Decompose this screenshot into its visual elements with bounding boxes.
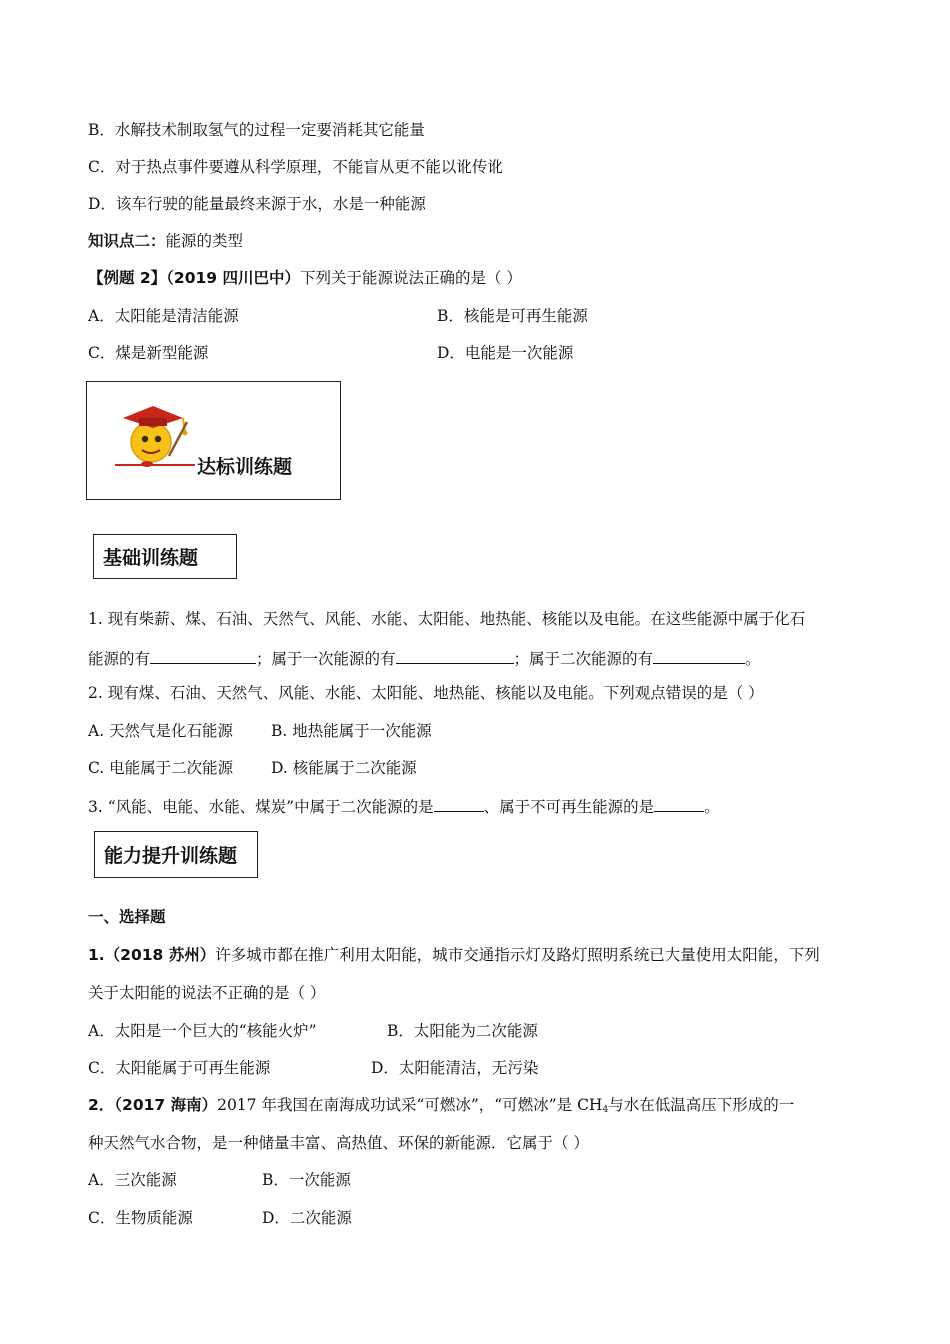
secondary-energy-blank[interactable]	[653, 647, 745, 664]
basic-q2-option-d: D. 核能属于二次能源	[271, 759, 417, 777]
advanced-q1-text: 许多城市都在推广利用太阳能，城市交通指示灯及路灯照明系统已大量使用太阳能，下列	[215, 946, 820, 964]
advanced-q2-option-c: C．生物质能源	[88, 1209, 193, 1227]
basic-q2-option-a: A. 天然气是化石能源	[88, 722, 234, 740]
nonrenewable-energy-blank[interactable]	[654, 795, 704, 812]
advanced-q1-option-d: D．太阳能清洁，无污染	[371, 1059, 539, 1077]
basic-q2-option-c: C. 电能属于二次能源	[88, 759, 234, 777]
basic-q3-part-a: 3. “风能、电能、水能、煤炭”中属于二次能源的是	[88, 798, 434, 816]
example-option-a: A．太阳能是清洁能源	[88, 307, 239, 325]
training-banner	[86, 381, 341, 500]
banner-underline	[115, 464, 195, 466]
basic-training-heading: 基础训练题	[103, 547, 199, 569]
basic-q1-end: 。	[745, 650, 761, 668]
example-stem: 下列关于能源说法正确的是（ ）	[299, 269, 522, 287]
basic-q1-line1: 1. 现有柴薪、煤、石油、天然气、风能、水能、太阳能、地热能、核能以及电能。在这些能源中属于化石	[88, 610, 806, 628]
advanced-q2-text-a: 2017 年我国在南海成功试采“可燃冰”，“可燃冰”是 CH	[217, 1096, 603, 1114]
knowledge-point-label: 知识点二：	[88, 232, 166, 250]
section-heading: 一、选择题	[88, 908, 166, 926]
advanced-q2-option-b: B．一次能源	[262, 1171, 351, 1189]
advanced-q1-line2: 关于太阳能的说法不正确的是（ ）	[88, 984, 326, 1002]
advanced-q1-option-b: B．太阳能为二次能源	[387, 1022, 538, 1040]
advanced-q2-option-d: D．二次能源	[262, 1209, 352, 1227]
banner-title: 达标训练题	[197, 456, 293, 478]
example-question	[88, 268, 522, 288]
advanced-q1-tag: 1.（2018 苏州）	[88, 946, 216, 964]
primary-energy-blank[interactable]	[396, 647, 514, 664]
advanced-q2-text-b: 与水在低温高压下形成的一	[608, 1096, 795, 1114]
advanced-q2-subscript: 4	[602, 1105, 609, 1115]
option-c: C．对于热点事件要遵从科学原理，不能盲从更不能以讹传讹	[88, 158, 503, 176]
mascot-graduate-icon	[109, 398, 191, 468]
basic-q3-end: 。	[704, 798, 720, 816]
basic-training-box	[93, 534, 237, 579]
example-option-c: C．煤是新型能源	[88, 344, 209, 362]
fossil-energy-blank[interactable]	[150, 647, 256, 664]
basic-q1-part-c: ；属于二次能源的有	[513, 650, 654, 668]
basic-q1-part-a: 能源的有	[88, 650, 151, 668]
option-b: B．水解技术制取氢气的过程一定要消耗其它能量	[88, 121, 425, 139]
knowledge-point-heading	[88, 231, 243, 251]
advanced-q1-option-c: C．太阳能属于可再生能源	[88, 1059, 271, 1077]
advanced-q2-tag: 2．（2017 海南）	[88, 1096, 218, 1114]
advanced-q2-option-a: A．三次能源	[88, 1171, 177, 1189]
basic-q3-part-b: 、属于不可再生能源的是	[483, 798, 655, 816]
advanced-q2-line1	[88, 1095, 794, 1120]
basic-q1-line2	[88, 647, 761, 669]
example-option-b: B．核能是可再生能源	[437, 307, 588, 325]
secondary-energy-q3-blank[interactable]	[434, 795, 484, 812]
advanced-q1-line1	[88, 945, 820, 965]
knowledge-point-title: 能源的类型	[165, 232, 244, 250]
basic-q3	[88, 795, 720, 817]
example-option-d: D．电能是一次能源	[437, 344, 574, 362]
advanced-q2-line2: 种天然气水合物，是一种储量丰富、高热值、环保的新能源．它属于（ ）	[88, 1134, 589, 1152]
example-tag: 【例题 2】（2019 四川巴中）	[88, 269, 300, 287]
basic-q2-stem: 2. 现有煤、石油、天然气、风能、水能、太阳能、地热能、核能以及电能。下列观点错误的是（ ）	[88, 684, 764, 702]
advanced-training-box	[94, 831, 258, 878]
advanced-training-heading: 能力提升训练题	[104, 845, 238, 867]
basic-q1-part-b: ；属于一次能源的有	[256, 650, 396, 668]
option-d: D．该车行驶的能量最终来源于水，水是一种能源	[88, 195, 426, 213]
basic-q2-option-b: B. 地热能属于一次能源	[271, 722, 432, 740]
advanced-q1-option-a: A．太阳是一个巨大的“核能火炉”	[88, 1022, 317, 1040]
